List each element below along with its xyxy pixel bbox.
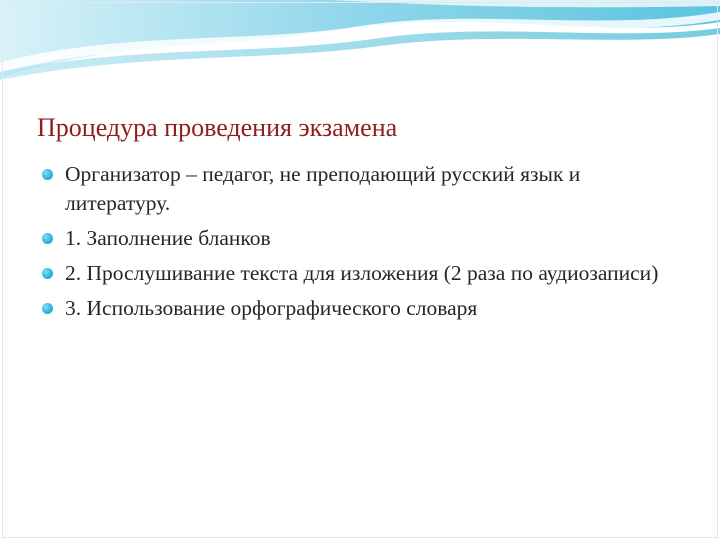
- bullet-list: [40, 160, 690, 329]
- list-item: [40, 294, 690, 323]
- list-item: [40, 224, 690, 253]
- bullet-text: 2. Прослушивание текста для изложения (2 раза по аудиозаписи): [65, 261, 659, 285]
- bullet-text: Организатор – педагог, не преподающий русский язык и литературу.: [65, 162, 581, 215]
- header-wave-decoration: [0, 0, 720, 90]
- bullet-text: 1. Заполнение бланков: [65, 226, 271, 250]
- round-bullet-icon: [42, 169, 53, 180]
- round-bullet-icon: [42, 303, 53, 314]
- round-bullet-icon: [42, 268, 53, 279]
- bullet-text: 3. Использование орфографического словаря: [65, 296, 478, 320]
- round-bullet-icon: [42, 233, 53, 244]
- slide-title: Процедура проведения экзамена: [37, 113, 398, 142]
- list-item: [40, 259, 690, 288]
- list-item: [40, 160, 690, 218]
